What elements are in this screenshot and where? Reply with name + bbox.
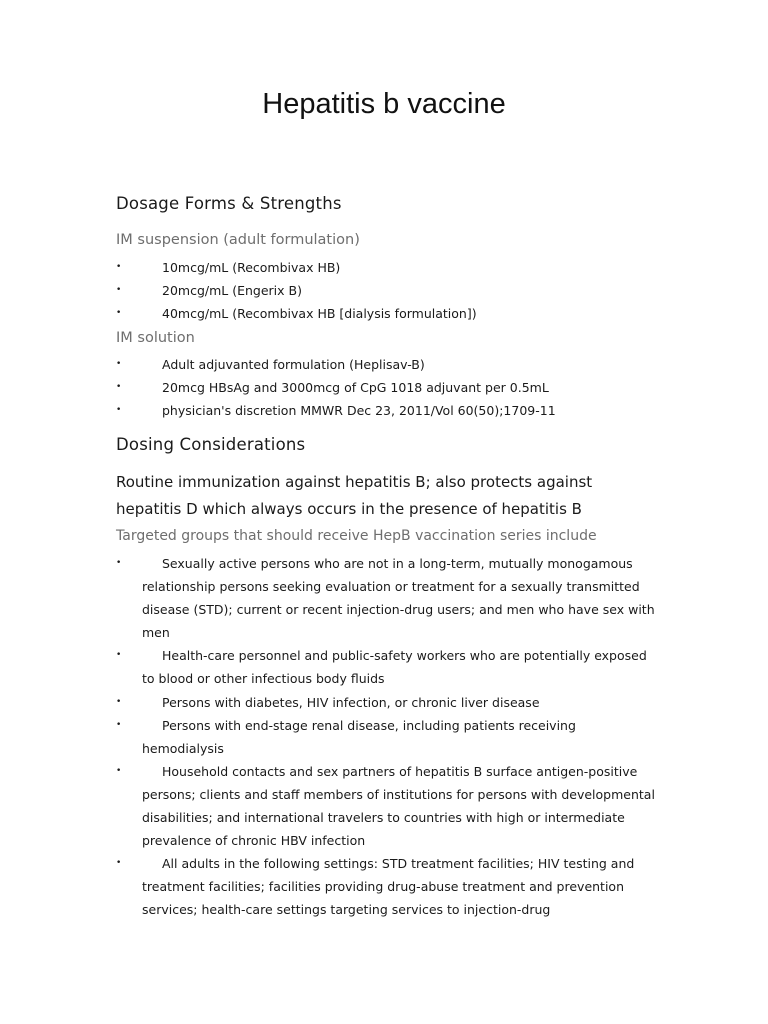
bullet-icon: • [116,650,122,661]
bullet-icon: • [116,382,122,392]
list-item-text: 40mcg/mL (Recombivax HB [dialysis formulation]) [162,306,477,321]
list-item [0,691,768,714]
bullet-icon: • [116,719,122,730]
bullet-icon: • [116,765,122,776]
subheading-im-suspension: IM suspension (adult formulation) [116,232,360,248]
list-item [0,760,768,852]
list-item [0,714,768,760]
list-item-text: Household contacts and sex partners of hepatitis B surface antigen-positive persons; clients and staff members of institutions for persons with developmental disabilities; and international travelers to countries with high or intermediate prevalence of chronic HBV infection [142,763,655,849]
list-item-text: Adult adjuvanted formulation (Heplisav-B) [162,357,425,372]
list-item [0,552,768,644]
bullet-icon: • [116,696,122,707]
bullet-icon: • [116,359,122,369]
bullet-icon: • [116,858,122,869]
intro-paragraph: Routine immunization against hepatitis B; also protects against hepatitis D which always occurs in the presence of hepatitis B [116,473,593,518]
section-heading-dosing-considerations: Dosing Considerations [116,435,306,454]
list-item-text: Persons with diabetes, HIV infection, or chronic liver disease [162,694,540,710]
targeted-groups-list [0,552,768,922]
bullet-icon: • [116,285,122,295]
list-item-text: 10mcg/mL (Recombivax HB) [162,260,341,275]
section-heading-dosage-forms: Dosage Forms & Strengths [116,194,342,213]
page-title: Hepatitis b vaccine [262,88,506,120]
list-item-text: Health-care personnel and public-safety workers who are potentially exposed to blood or other infectious body fluids [142,648,647,687]
list-item [0,644,768,690]
bullet-icon: • [116,262,122,272]
list-item-text: Sexually active persons who are not in a long-term, mutually monogamous relationship persons seeking evaluation or treatment for a sexually transmitted disease (STD); current or recent injection-drug users; and men who have sex with men [142,556,655,641]
list-item-text: physician's discretion MMWR Dec 23, 2011/Vol 60(50);1709-11 [162,403,556,418]
subheading-targeted-groups: Targeted groups that should receive HepB vaccination series include [116,528,597,544]
bullet-icon: • [116,405,122,415]
list-item-text: 20mcg HBsAg and 3000mcg of CpG 1018 adjuvant per 0.5mL [162,380,549,395]
list-item-text: Persons with end-stage renal disease, including patients receiving hemodialysis [142,717,576,756]
list-item [0,852,768,921]
bullet-icon: • [116,308,122,318]
subheading-im-solution: IM solution [116,330,195,346]
bullet-icon: • [116,558,122,568]
list-item-text: All adults in the following settings: STD treatment facilities; HIV testing and treatment facilities; facilities providing drug-abuse treatment and prevention services; health-care settings targeting services to injection-drug [142,856,635,918]
list-item-text: 20mcg/mL (Engerix B) [162,283,302,298]
